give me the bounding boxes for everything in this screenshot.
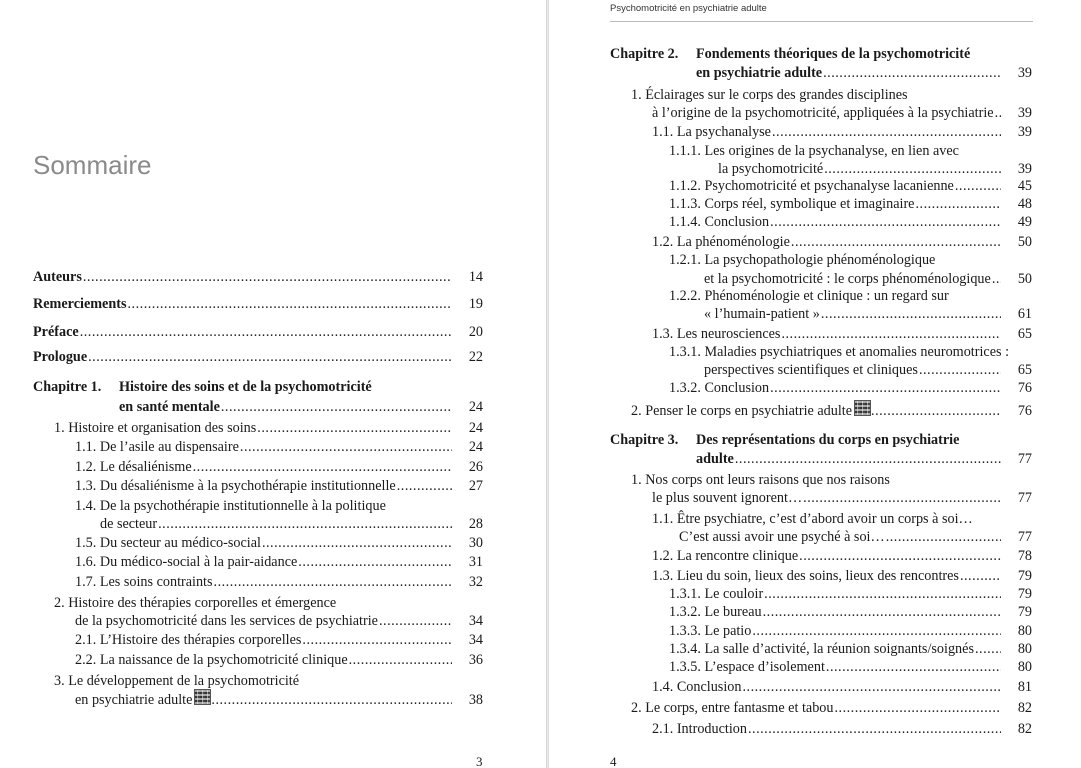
- dot-leader: [772, 123, 1001, 141]
- dot-leader: [919, 361, 1001, 379]
- toc-page-number: 22: [468, 349, 483, 365]
- toc-page-number: 30: [468, 535, 483, 551]
- page-number: 4: [610, 754, 617, 768]
- toc-entry-title: 1.1.4. Conclusion: [669, 214, 770, 230]
- toc-page-number: 39: [1017, 65, 1032, 81]
- dot-leader: [799, 547, 1001, 565]
- toc-entry-title: 1.5. Du secteur au médico-social: [75, 535, 261, 551]
- dot-leader: [302, 631, 452, 649]
- toc-entry-title: 2.1. L’Histoire des thérapies corporelles: [75, 632, 302, 648]
- dot-leader: [748, 720, 1001, 738]
- toc-page-number: 28: [468, 516, 483, 532]
- toc-entry[interactable]: [652, 233, 1032, 251]
- toc-page-number: 61: [1017, 306, 1032, 322]
- toc-entry[interactable]: [704, 361, 1032, 379]
- toc-page-number: 36: [468, 652, 483, 668]
- toc-entry[interactable]: [652, 567, 1032, 585]
- dot-leader: [791, 233, 1001, 251]
- toc-page-number: 78: [1017, 548, 1032, 564]
- toc-page-number: 26: [468, 459, 483, 475]
- dot-leader: [752, 622, 1001, 640]
- dot-leader: [995, 104, 1001, 122]
- dot-leader: [193, 458, 452, 476]
- toc-entry[interactable]: [669, 603, 1032, 621]
- toc-entry-title: en psychiatrie adulte: [696, 65, 823, 81]
- toc-entry[interactable]: [100, 515, 483, 533]
- toc-entry-title: en psychiatrie adulte: [75, 692, 193, 708]
- dot-leader: [915, 195, 1001, 213]
- toc-entry-title: 1.2. La rencontre clinique: [652, 548, 799, 564]
- running-head: Psychomotricité en psychiatrie adulte: [610, 3, 767, 14]
- toc-entry-title: en santé mentale: [119, 399, 220, 415]
- toc-page-number: 19: [468, 296, 483, 312]
- dot-leader: [781, 325, 1001, 343]
- toc-entry-title: le plus souvent ignorent…: [652, 490, 803, 506]
- toc-entry[interactable]: [75, 690, 483, 708]
- dot-leader: [960, 567, 1001, 585]
- toc-entry-line[interactable]: 1. Éclairages sur le corps des grandes disciplines: [631, 87, 908, 103]
- toc-entry-title: « l’humain-patient »: [704, 306, 820, 322]
- page-title: Sommaire: [33, 150, 152, 180]
- dot-leader: [992, 270, 1001, 288]
- toc-page-number: 82: [1017, 700, 1032, 716]
- toc-page-number: 79: [1017, 568, 1032, 584]
- toc-entry-title: 1.3. Du désaliénisme à la psychothérapie institutionnelle: [75, 478, 396, 494]
- toc-entry-line[interactable]: 1.1.1. Les origines de la psychanalyse, en lien avec: [669, 143, 959, 159]
- toc-entry-title: 1.3. Lieu du soin, lieux des soins, lieux des rencontres: [652, 568, 959, 584]
- toc-entry-title: 1.1. La psychanalyse: [652, 124, 771, 140]
- toc-entry-title: 1.3.2. Conclusion: [669, 380, 770, 396]
- toc-entry-line[interactable]: 1. Nos corps ont leurs raisons que nos raisons: [631, 472, 890, 488]
- toc-entry-title: 1.1.3. Corps réel, symbolique et imaginaire: [669, 196, 915, 212]
- chapter-heading[interactable]: [610, 431, 959, 449]
- chapter-label: Chapitre 3.: [610, 432, 679, 448]
- toc-page-number: 80: [1017, 623, 1032, 639]
- dot-leader: [886, 528, 1001, 546]
- toc-entry-line[interactable]: 1.4. De la psychothérapie institutionnelle à la politique: [75, 498, 386, 514]
- dot-leader: [221, 398, 452, 416]
- toc-entry[interactable]: [75, 477, 483, 495]
- toc-entry[interactable]: [33, 323, 483, 341]
- dot-leader: [240, 438, 452, 456]
- toc-entry[interactable]: [652, 547, 1032, 565]
- chapter-label: Chapitre 2.: [610, 46, 679, 62]
- toc-entry[interactable]: [652, 678, 1032, 696]
- toc-entry-title: 1.3.2. Le bureau: [669, 604, 762, 620]
- toc-page-number: 80: [1017, 641, 1032, 657]
- dot-leader: [955, 177, 1001, 195]
- toc-entry-line[interactable]: 2. Histoire des thérapies corporelles et émergence: [54, 595, 337, 611]
- toc-entry-line[interactable]: 1.2.2. Phénoménologie et clinique : un regard sur: [669, 288, 949, 304]
- dot-leader: [88, 348, 452, 366]
- chapter-heading[interactable]: [33, 378, 372, 396]
- toc-entry-title: de la psychomotricité dans les services de psychiatrie: [75, 613, 378, 629]
- toc-entry-title: 1.3.1. Le couloir: [669, 586, 764, 602]
- dot-leader: [821, 305, 1001, 323]
- toc-entry[interactable]: [631, 401, 1032, 419]
- toc-page-number: 49: [1017, 214, 1032, 230]
- toc-entry[interactable]: [718, 160, 1032, 178]
- toc-entry[interactable]: [696, 64, 1032, 82]
- toc-entry-line[interactable]: 1.1. Être psychiatre, c’est d’abord avoir un corps à soi…: [652, 511, 973, 527]
- toc-page-number: 81: [1017, 679, 1032, 695]
- toc-entry-title: Préface: [33, 324, 79, 340]
- toc-entry[interactable]: [669, 658, 1032, 676]
- toc-page-number: 24: [468, 399, 483, 415]
- toc-page-number: 31: [468, 554, 483, 570]
- dot-leader: [803, 489, 1001, 507]
- toc-entry-title: 1.3.4. La salle d’activité, la réunion soignants/soignés: [669, 641, 974, 657]
- dot-leader: [349, 651, 452, 669]
- chapter-title-line: Fondements théoriques de la psychomotricité: [696, 46, 971, 62]
- toc-entry[interactable]: [679, 528, 1032, 546]
- toc-entry-title: 2. Le corps, entre fantasme et tabou: [631, 700, 834, 716]
- toc-page-number: 24: [468, 420, 483, 436]
- toc-page-number: 79: [1017, 604, 1032, 620]
- dot-leader: [298, 553, 452, 571]
- toc-entry[interactable]: [33, 348, 483, 366]
- toc-entry-title: 1.3.5. L’espace d’isolement: [669, 659, 825, 675]
- toc-entry[interactable]: [669, 379, 1032, 397]
- dot-leader: [834, 699, 1001, 717]
- toc-entry-title: Remerciements: [33, 296, 127, 312]
- right-page: [549, 0, 1081, 768]
- toc-entry-title: de secteur: [100, 516, 158, 532]
- toc-entry[interactable]: [631, 699, 1032, 717]
- dot-leader: [826, 658, 1001, 676]
- toc-entry[interactable]: [669, 640, 1032, 658]
- toc-page-number: 24: [468, 439, 483, 455]
- toc-page-number: 76: [1017, 380, 1032, 396]
- toc-entry-title: Prologue: [33, 349, 88, 365]
- toc-entry-title: C’est aussi avoir une psyché à soi…: [679, 529, 885, 545]
- page-number: 3: [476, 754, 483, 768]
- toc-entry-line[interactable]: 3. Le développement de la psychomotricité: [54, 673, 300, 689]
- dot-leader: [257, 419, 452, 437]
- toc-page-number: 48: [1017, 196, 1032, 212]
- toc-page-number: 82: [1017, 721, 1032, 737]
- dot-leader: [379, 612, 452, 630]
- chapter-title-line: Des représentations du corps en psychiatrie: [696, 432, 960, 448]
- toc-entry[interactable]: [33, 268, 483, 286]
- toc-entry[interactable]: [75, 534, 483, 552]
- toc-entry[interactable]: [669, 585, 1032, 603]
- toc-entry[interactable]: [75, 651, 483, 669]
- toc-entry[interactable]: [75, 612, 483, 630]
- toc-entry[interactable]: [119, 398, 483, 416]
- toc-entry[interactable]: [669, 213, 1032, 231]
- dot-leader: [824, 160, 1001, 178]
- toc-entry-title: 2.2. La naissance de la psychomotricité clinique: [75, 652, 348, 668]
- dot-leader: [128, 295, 453, 313]
- toc-page-number: 38: [468, 692, 483, 708]
- toc-page-number: 50: [1017, 271, 1032, 287]
- toc-entry-title: à l’origine de la psychomotricité, appliquées à la psychiatrie: [652, 105, 994, 121]
- toc-entry-line[interactable]: 1.3.1. Maladies psychiatriques et anomalies neuromotrices :: [669, 344, 1010, 360]
- toc-page-number: 32: [468, 574, 483, 590]
- toc-entry-line[interactable]: 1.2.1. La psychopathologie phénoménologique: [669, 252, 936, 268]
- toc-entry[interactable]: [75, 573, 483, 591]
- dot-leader: [763, 603, 1001, 621]
- toc-entry[interactable]: [75, 438, 483, 456]
- toc-page-number: 34: [468, 613, 483, 629]
- toc-page-number: 77: [1017, 529, 1032, 545]
- toc-entry[interactable]: [54, 419, 483, 437]
- chapter-title-line: Histoire des soins et de la psychomotricité: [119, 379, 372, 395]
- toc-entry[interactable]: [704, 270, 1032, 288]
- toc-page-number: 45: [1017, 178, 1032, 194]
- toc-entry-title: 1.7. Les soins contraints: [75, 574, 213, 590]
- toc-page-number: 39: [1017, 105, 1032, 121]
- toc-entry[interactable]: [652, 325, 1032, 343]
- toc-page-number: 20: [468, 324, 483, 340]
- toc-page-number: 34: [468, 632, 483, 648]
- toc-entry-title: 1.3.3. Le patio: [669, 623, 752, 639]
- dot-leader: [214, 573, 452, 591]
- chapter-heading[interactable]: [610, 45, 970, 63]
- toc-page-number: 50: [1017, 234, 1032, 250]
- toc-page-number: 80: [1017, 659, 1032, 675]
- toc-entry[interactable]: [696, 450, 1032, 468]
- dot-leader: [735, 450, 1001, 468]
- toc-page-number: 77: [1017, 490, 1032, 506]
- toc-page-number: 79: [1017, 586, 1032, 602]
- toc-entry[interactable]: [669, 195, 1032, 213]
- dot-leader: [262, 534, 452, 552]
- toc-entry-title: 1. Histoire et organisation des soins: [54, 420, 257, 436]
- toc-entry[interactable]: [33, 295, 483, 313]
- dot-leader: [764, 585, 1001, 603]
- dot-leader: [158, 515, 452, 533]
- toc-entry-title: perspectives scientifiques et cliniques: [704, 362, 918, 378]
- dot-leader: [211, 691, 452, 709]
- dot-leader: [397, 477, 452, 495]
- toc-entry-title: 1.2. La phénoménologie: [652, 234, 790, 250]
- dot-leader: [80, 323, 452, 341]
- toc-entry-title: 1.1. De l’asile au dispensaire: [75, 439, 239, 455]
- dot-leader: [975, 640, 1001, 658]
- dot-leader: [871, 402, 1001, 420]
- toc-entry-title: 1.2. Le désaliénisme: [75, 459, 192, 475]
- toc-entry[interactable]: [652, 123, 1032, 141]
- toc-page-number: 27: [468, 478, 483, 494]
- toc-entry[interactable]: [75, 458, 483, 476]
- toc-entry-title: 2. Penser le corps en psychiatrie adulte: [631, 403, 853, 419]
- qr-code-icon[interactable]: [855, 401, 870, 415]
- dot-leader: [770, 379, 1001, 397]
- toc-entry-title: adulte: [696, 451, 734, 467]
- dot-leader: [823, 64, 1001, 82]
- toc-page-number: 65: [1017, 326, 1032, 342]
- toc-entry-title: 2.1. Introduction: [652, 721, 747, 737]
- dot-leader: [770, 213, 1001, 231]
- toc-entry[interactable]: [669, 177, 1032, 195]
- toc-page-number: 39: [1017, 161, 1032, 177]
- header-rule: [610, 21, 1033, 22]
- toc-page-number: 76: [1017, 403, 1032, 419]
- toc-entry[interactable]: [652, 104, 1032, 122]
- toc-entry[interactable]: [75, 553, 483, 571]
- toc-entry-title: la psychomotricité: [718, 161, 824, 177]
- toc-entry-title: 1.3. Les neurosciences: [652, 326, 781, 342]
- toc-entry[interactable]: [75, 631, 483, 649]
- toc-entry[interactable]: [704, 305, 1032, 323]
- toc-entry[interactable]: [652, 489, 1032, 507]
- toc-page-number: 39: [1017, 124, 1032, 140]
- toc-entry[interactable]: [669, 622, 1032, 640]
- dot-leader: [742, 678, 1001, 696]
- chapter-label: Chapitre 1.: [33, 379, 102, 395]
- toc-entry-title: et la psychomotricité : le corps phénoménologique: [704, 271, 991, 287]
- toc-entry-title: 1.4. Conclusion: [652, 679, 742, 695]
- toc-entry[interactable]: [652, 720, 1032, 738]
- toc-entry-title: 1.1.2. Psychomotricité et psychanalyse lacanienne: [669, 178, 954, 194]
- toc-page-number: 77: [1017, 451, 1032, 467]
- qr-code-icon[interactable]: [195, 690, 210, 704]
- toc-entry-title: 1.6. Du médico-social à la pair-aidance: [75, 554, 298, 570]
- toc-page-number: 65: [1017, 362, 1032, 378]
- toc-page-number: 14: [468, 269, 483, 285]
- dot-leader: [83, 268, 452, 286]
- toc-entry-title: Auteurs: [33, 269, 82, 285]
